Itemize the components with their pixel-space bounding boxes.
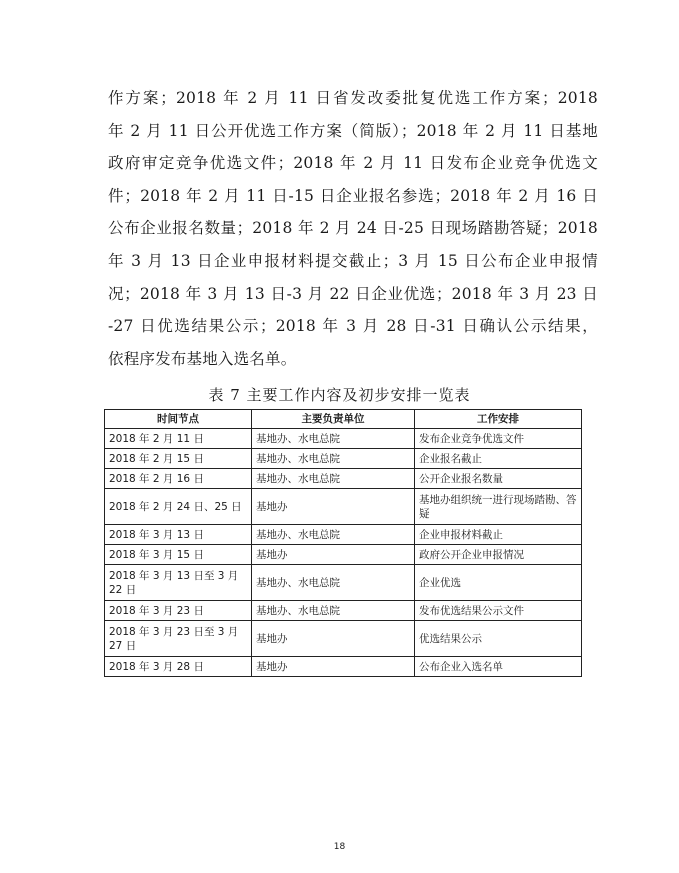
cell-unit: 基地办 (252, 489, 415, 525)
cell-time: 2018 年 2 月 24 日、25 日 (105, 489, 252, 525)
paragraph-line: 依程序发布基地入选名单。 (108, 349, 297, 368)
table-row (105, 601, 582, 621)
paragraph-line: 年 3 月 13 日企业申报材料提交截止；3 月 15 日公布企业申报情 (108, 251, 598, 270)
table-row (105, 621, 582, 657)
cell-time: 2018 年 3 月 15 日 (105, 545, 252, 565)
cell-unit: 基地办、水电总院 (252, 429, 415, 449)
cell-task: 企业申报材料截止 (415, 525, 582, 545)
table-caption: 表 7 主要工作内容及初步安排一览表 (208, 386, 471, 404)
body-paragraph (108, 82, 598, 375)
header-unit: 主要负责单位 (252, 410, 415, 429)
cell-time: 2018 年 2 月 11 日 (105, 429, 252, 449)
cell-time: 2018 年 3 月 13 日 (105, 525, 252, 545)
cell-task: 优选结果公示 (415, 621, 582, 657)
cell-task: 发布优选结果公示文件 (415, 601, 582, 621)
paragraph-line: 政府审定竞争优选文件；2018 年 2 月 11 日发布企业竞争优选文 (108, 154, 598, 173)
cell-unit: 基地办、水电总院 (252, 565, 415, 601)
cell-unit: 基地办 (252, 657, 415, 677)
header-task: 工作安排 (415, 410, 582, 429)
cell-time: 2018 年 3 月 23 日 (105, 601, 252, 621)
cell-time: 2018 年 3 月 28 日 (105, 657, 252, 677)
cell-unit: 基地办、水电总院 (252, 469, 415, 489)
cell-unit: 基地办、水电总院 (252, 449, 415, 469)
schedule-table (104, 409, 582, 677)
paragraph-line: 公布企业报名数量；2018 年 2 月 24 日-25 日现场踏勘答疑；2018 (108, 219, 598, 238)
table-header-row (105, 410, 582, 429)
cell-time: 2018 年 2 月 15 日 (105, 449, 252, 469)
cell-unit: 基地办 (252, 545, 415, 565)
cell-unit: 基地办 (252, 621, 415, 657)
paragraph-line: 况；2018 年 3 月 13 日-3 月 22 日企业优选；2018 年 3 月 23 日 (108, 284, 598, 303)
paragraph-line: 件；2018 年 2 月 11 日-15 日企业报名参选；2018 年 2 月 16 日 (108, 186, 598, 205)
header-time: 时间节点 (105, 410, 252, 429)
table-row (105, 545, 582, 565)
paragraph-line: 年 2 月 11 日公开优选工作方案（简版）；2018 年 2 月 11 日基地 (108, 121, 598, 140)
cell-unit: 基地办、水电总院 (252, 601, 415, 621)
table-row (105, 469, 582, 489)
table-row (105, 657, 582, 677)
cell-time: 2018 年 3 月 13 日至 3 月 22 日 (105, 565, 252, 601)
table-row (105, 525, 582, 545)
cell-task: 基地办组织统一进行现场踏勘、答疑 (415, 489, 582, 525)
cell-task: 企业优选 (415, 565, 582, 601)
table-row (105, 449, 582, 469)
cell-unit: 基地办、水电总院 (252, 525, 415, 545)
cell-time: 2018 年 3 月 23 日至 3 月 27 日 (105, 621, 252, 657)
table-row (105, 489, 582, 525)
cell-time: 2018 年 2 月 16 日 (105, 469, 252, 489)
page-number: 18 (333, 842, 346, 852)
table-row (105, 565, 582, 601)
cell-task: 公布企业入选名单 (415, 657, 582, 677)
paragraph-line: 作方案；2018 年 2 月 11 日省发改委批复优选工作方案；2018 (108, 89, 598, 107)
table-row (105, 429, 582, 449)
cell-task: 政府公开企业申报情况 (415, 545, 582, 565)
cell-task: 发布企业竞争优选文件 (415, 429, 582, 449)
cell-task: 企业报名截止 (415, 449, 582, 469)
paragraph-line: -27 日优选结果公示；2018 年 3 月 28 日-31 日确认公示结果， (108, 317, 598, 336)
cell-task: 公开企业报名数量 (415, 469, 582, 489)
